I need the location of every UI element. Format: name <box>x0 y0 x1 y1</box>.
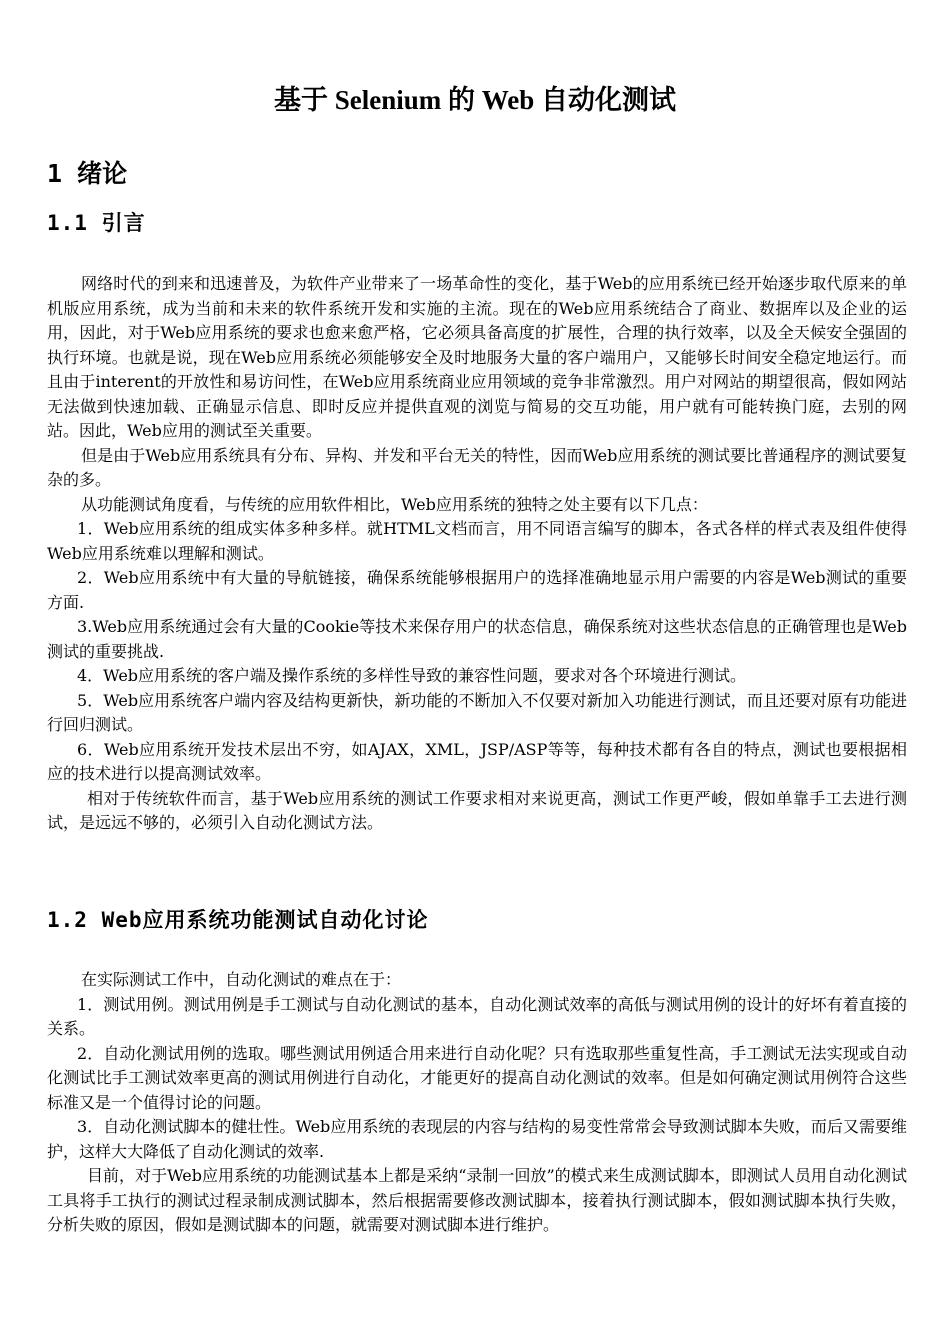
chapter-heading: 1 绪论 <box>47 159 128 188</box>
paragraph: 网络时代的到来和迅速普及，为软件产业带来了一场革命性的变化，基于Web的应用系统已经开始逐步取代原来的单机版应用系统，成为当前和未来的软件系统开发和实施的主流。现在的Web应用系统结合了商业、数据库以及企业的运用，因此，对于Web应用系统的要求也愈来愈严格，它必须具备高度的扩展性，合理的执行效率，以及全天候安全强固的执行环境。也就是说，现在Web应用系统必须能够安全及时地服务大量的客户端用户，又能够长时间安全稳定地运行。而且由于interent的开放性和易访问性，在Web应用系统商业应用领域的竞争非常激烈。用户对网站的期望很高，假如网站无法做到快速加载、正确显示信息、即时反应并提供直观的浏览与简易的交互功能，用户就有可能转换门庭，去别的网站。因此，Web应用的测试至关重要。 <box>47 274 907 440</box>
list-item: 3．自动化测试脚本的健壮性。Web应用系统的表现层的内容与结构的易变性常常会导致测试脚本失败，而后又需要维护，这样大大降低了自动化测试的效率. <box>47 1117 907 1161</box>
section-body-intro <box>47 272 907 836</box>
list-item: 4．Web应用系统的客户端及操作系统的多样性导致的兼容性问题，要求对各个环境进行测试。 <box>77 666 747 685</box>
paragraph: 从功能测试角度看，与传统的应用软件相比，Web应用系统的独特之处主要有以下几点： <box>81 494 708 514</box>
list-item: 3.Web应用系统通过会有大量的Cookie等技术来保存用户的状态信息，确保系统对这些状态信息的正确管理也是Web测试的重要挑战. <box>47 617 907 661</box>
list-item: 2．Web应用系统中有大量的导航链接，确保系统能够根据用户的选择准确地显示用户需要的内容是Web测试的重要方面. <box>47 568 907 612</box>
paragraph: 在实际测试工作中，自动化测试的难点在于： <box>81 970 402 989</box>
section-body-automation <box>47 968 907 1238</box>
paragraph: 目前，对于Web应用系统的功能测试基本上都是采纳“录制一回放”的模式来生成测试脚本，即测试人员用自动化测试工具将手工执行的测试过程录制成测试脚本，然后根据需要修改测试脚本，接着执行测试脚本，假如测试脚本执行失败，分析失败的原因，假如是测试脚本的问题，就需要对测试脚本进行维护。 <box>47 1166 907 1234</box>
document-title: 基于 Selenium 的 Web 自动化测试 <box>273 85 677 115</box>
list-item: 5．Web应用系统客户端内容及结构更新快，新功能的不断加入不仅要对新加入功能进行测试，而且还要对原有功能进行回归测试。 <box>47 690 907 734</box>
list-item: 1．Web应用系统的组成实体多种多样。就HTML文档而言，用不同语言编写的脚本，各式各样的样式表及组件使得Web应用系统难以理解和测试。 <box>47 519 907 563</box>
section-heading-intro: 1.1 引言 <box>47 211 146 235</box>
paragraph: 相对于传统软件而言，基于Web应用系统的测试工作要求相对来说更高，测试工作更严峻，假如单靠手工去进行测试，是远远不够的，必须引入自动化测试方法。 <box>47 788 907 832</box>
list-item: 2．自动化测试用例的选取。哪些测试用例适合用来进行自动化呢？只有选取那些重复性高，手工测试无法实现或自动化测试比手工测试效率更高的测试用例进行自动化，才能更好的提高自动化测试的效率。但是如何确定测试用例符合这些标准又是一个值得讨论的问题。 <box>47 1043 907 1112</box>
paragraph: 但是由于Web应用系统具有分布、异构、并发和平台无关的特性，因而Web应用系统的测试要比普通程序的测试要复杂的多。 <box>47 445 907 489</box>
list-item: 1．测试用例。测试用例是手工测试与自动化测试的基本，自动化测试效率的高低与测试用例的设计的好坏有着直接的关系。 <box>47 994 907 1038</box>
section-heading-automation: 1.2 Web应用系统功能测试自动化讨论 <box>47 908 429 932</box>
list-item: 6．Web应用系统开发技术层出不穷，如AJAX，XML，JSP/ASP等等，每种技术都有各自的特点，测试也要根据相应的技术进行以提高测试效率。 <box>47 739 907 783</box>
